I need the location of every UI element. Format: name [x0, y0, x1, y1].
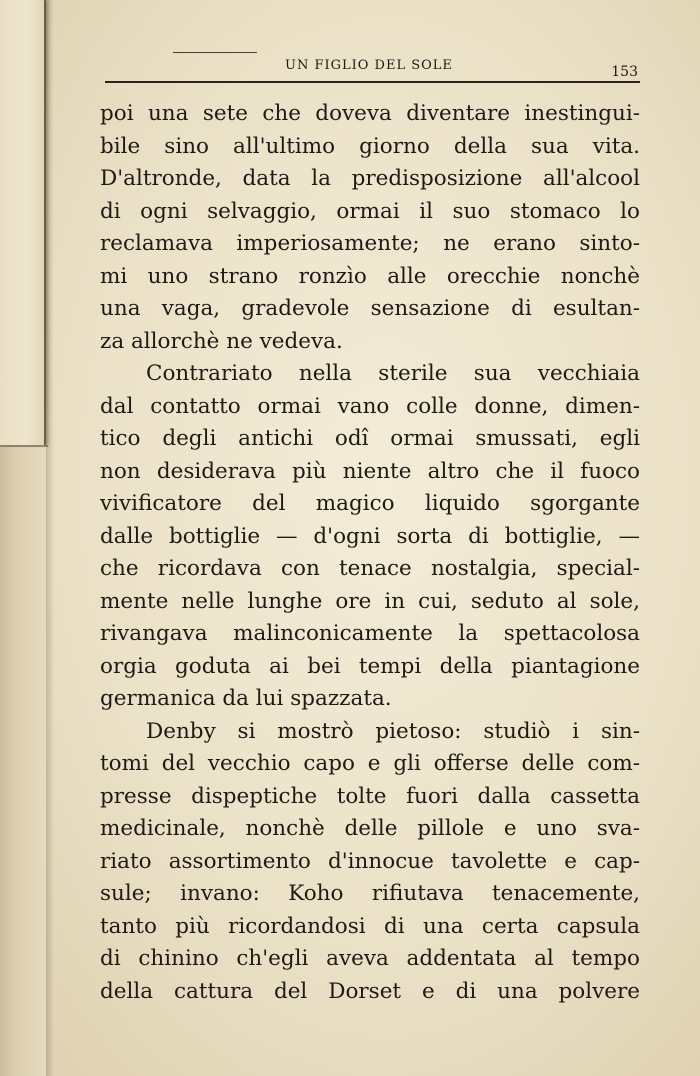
text-line: riato assortimento d'innocue tavolette e cap- [100, 848, 640, 874]
text-line: rivangava malinconicamente la spettacolosa [100, 621, 640, 646]
text-line: sule; invano: Koho rifiutava tenacemente, [100, 881, 640, 906]
text-line: medicinale, nonchè delle pillole e uno sva- [100, 816, 640, 841]
page-header [105, 52, 640, 88]
text-line: tico degli antichi odî ormai smussati, egli [100, 426, 640, 451]
text-line: germanica da lui spazzata. [100, 686, 392, 711]
text-line: bile sino all'ultimo giorno della sua vita. [100, 133, 640, 159]
text-line: dalle bottiglie — d'ogni sorta di bottiglie, — [100, 523, 640, 549]
body-text [100, 98, 640, 1008]
header-rule [105, 81, 640, 83]
text-line: poi una sete che doveva diventare inestingui- [100, 101, 640, 126]
header-flourish [173, 52, 257, 53]
fold-shadow [46, 0, 54, 1076]
text-line: della cattura del Dorset e di una polvere [100, 978, 640, 1004]
text-line: di chinino ch'egli aveva addentata al tempo [100, 946, 640, 971]
paragraph-first-line: Contrariato nella sterile sua vecchiaia [146, 361, 640, 386]
text-line: tomi del vecchio capo e gli offerse delle com- [100, 751, 640, 776]
text-line: reclamava imperiosamente; ne erano sinto- [100, 231, 640, 256]
page-number: 153 [611, 64, 638, 80]
text-line: vivificatore del magico liquido sgorgante [100, 491, 640, 516]
text-line: non desiderava più niente altro che il fuoco [100, 458, 640, 484]
folded-page-flap [0, 0, 46, 445]
text-line: tanto più ricordandosi di una certa capsula [100, 913, 640, 939]
text-line: za allorchè ne vedeva. [100, 328, 343, 354]
text-line: orgia goduta ai bei tempi della piantagione [100, 653, 640, 679]
text-line: mi uno strano ronzìo alle orecchie nonchè [100, 263, 640, 289]
text-line: D'altronde, data la predisposizione all'alcool [100, 166, 640, 191]
running-title: UN FIGLIO DEL SOLE [285, 58, 453, 73]
text-line: una vaga, gradevole sensazione di esultan- [100, 296, 640, 321]
text-line: di ogni selvaggio, ormai il suo stomaco lo [100, 198, 640, 224]
text-line: che ricordava con tenace nostalgia, special- [100, 556, 640, 581]
paragraph-first-line: Denby si mostrò pietoso: studiò i sin- [146, 718, 640, 744]
text-line: presse dispeptiche tolte fuori dalla cassetta [100, 783, 640, 809]
text-line: dal contatto ormai vano colle donne, dimen- [100, 393, 640, 419]
fold-crease [0, 445, 48, 447]
text-line: mente nelle lunghe ore in cui, seduto al sole, [100, 588, 640, 614]
